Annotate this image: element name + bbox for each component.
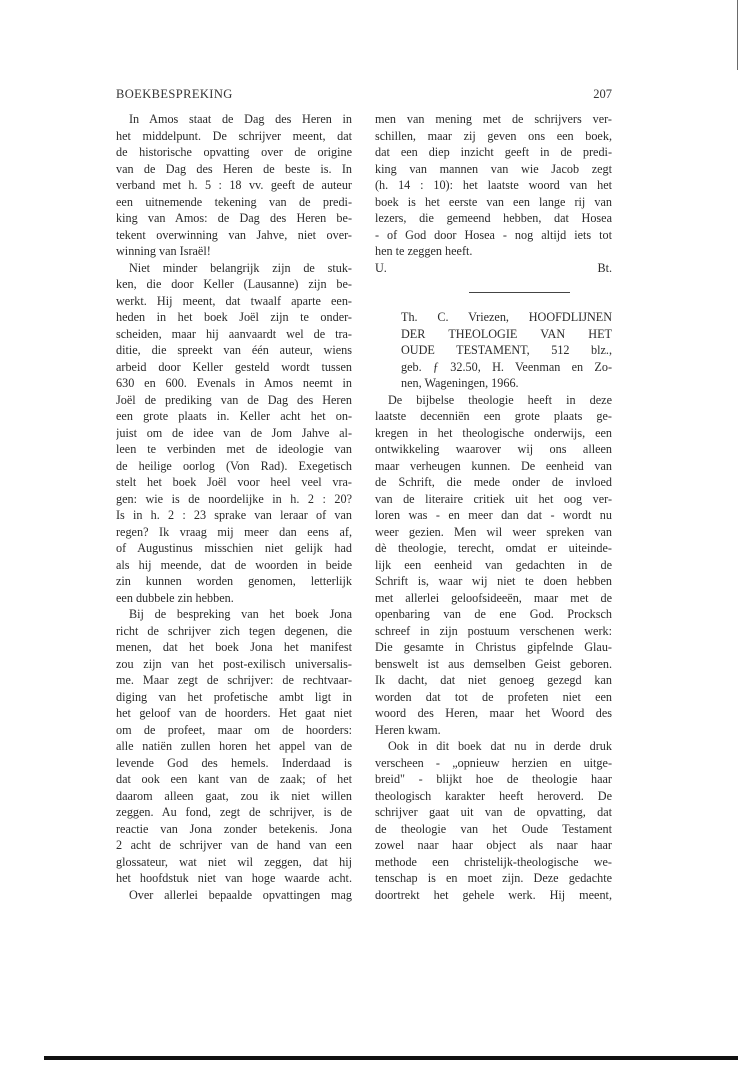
text-line: Heren kwam.	[375, 722, 441, 737]
text-line: ken, die door Keller (Lausanne) zijn be-	[116, 277, 352, 291]
text-line: Ook in dit boek dat nu in derde druk	[388, 739, 612, 753]
text-line: openbaring van de ene God. Procksch	[375, 607, 612, 621]
text-line: - of God door Hosea - nog altijd iets tot	[375, 227, 612, 242]
text-line: of Augustinus misschien niet gelijk had	[116, 541, 352, 555]
section-divider	[469, 292, 570, 293]
text-line: levende God des hemels. Inderdaad is	[116, 755, 352, 770]
text-line: king van Amos: de Dag des Heren be-	[116, 211, 352, 225]
text-line: king van mannen van wie Jacob zegt	[375, 161, 612, 176]
text-line: 630 en 600. Evenals in Amos neemt in	[116, 376, 352, 390]
text-line: daarom alleen gaat, zou ik niet willen	[116, 788, 352, 803]
text-line: Niet minder belangrijk zijn de stuk-	[129, 260, 352, 275]
text-line: dè theologie, terecht, omdat er uiteinde-	[375, 541, 612, 555]
text-line: menen, dat het boek Jona het manifest	[116, 640, 352, 654]
text-line: ontwikkeling waarover wij ons alleen	[375, 442, 612, 456]
book-reference-line: Th. C. Vriezen, HOOFDLIJNEN	[401, 310, 612, 324]
text-line: methode een christelijk-theologische we-	[375, 854, 612, 869]
text-line: zeggen. Au fond, zegt de schrijver, is de	[116, 805, 352, 819]
text-line: worden dat tot de profeten niet een	[375, 689, 612, 704]
page-header	[116, 87, 612, 105]
book-reference-line: OUDE TESTAMENT, 512 blz.,	[401, 343, 612, 357]
book-reference-line: DER THEOLOGIE VAN HET	[401, 326, 612, 341]
text-line: doortrekt het gehele werk. Hij meent,	[375, 887, 612, 902]
text-line: het hoofdstuk niet van hoge waarde acht.	[116, 871, 352, 885]
text-line: In Amos staat de Dag des Heren in	[129, 112, 352, 126]
text-line: loren was - en meer dan dat - wordt nu	[375, 508, 612, 522]
text-line: kregen in het theologische onderwijs, een	[375, 425, 612, 440]
text-line: regen? Ik vraag mij meer dan eens af,	[116, 524, 352, 539]
text-line: dat een diep inzicht geeft in de predi-	[375, 145, 612, 159]
text-line: een uitnemende tekening van de predi-	[116, 194, 352, 209]
text-line: stelt het boek Joël voor heel veel vra-	[116, 475, 352, 489]
text-line: het geloof van de hoorders. Het gaat niet	[116, 706, 352, 720]
text-line: als hij meende, dat de woorden in beide	[116, 557, 352, 572]
text-line: reactie van Jona zonder betekenis. Jona	[116, 821, 352, 836]
text-line: de historische opvatting over de origine	[116, 145, 352, 159]
text-line: een dubbele zin hebben.	[116, 590, 234, 605]
text-line: heden in het boek Joël zijn te onder-	[116, 310, 352, 324]
text-line: lijk een eenheid van gedachten in de	[375, 557, 612, 572]
text-line: tenschap is en moet zijn. Deze gedachte	[375, 871, 612, 885]
text-line: boek is het eerste van een lange rij van	[375, 194, 612, 209]
text-line: De bijbelse theologie heeft in deze	[388, 392, 612, 407]
text-line: Joël de prediking van de Dag des Heren	[116, 392, 352, 407]
review-signoff	[375, 260, 612, 277]
text-line: schrijver gaat uit van de opvatting, dat	[375, 805, 612, 819]
text-line: me. Maar zegt de schrijver: de rechtvaar-	[116, 673, 352, 687]
text-line: Die gesamte in Christus gipfelnde Glau-	[375, 640, 612, 654]
text-line: schreef in zijn postuum verschenen werk:	[375, 623, 612, 638]
text-line: Schrift is, waar wij niet te doen hebben	[375, 574, 612, 588]
text-line: weer gezien. Men wil weer spreken van	[375, 524, 612, 539]
text-line: winning van Israël!	[116, 244, 211, 258]
text-line: het middelpunt. De schrijver meent, dat	[116, 128, 352, 143]
text-line: zowel naar haar object als naar haar	[375, 838, 612, 852]
scan-bottom-edge	[44, 1056, 738, 1060]
text-line: diging van het profetische ambt ligt in	[116, 689, 352, 704]
text-line: dat ook een kant van de zaak; of het	[116, 772, 352, 786]
text-line: scheiden, maar hij aanvaardt wel de tra-	[116, 326, 352, 341]
reviewer-initials: Bt.	[597, 260, 612, 275]
text-line: richt de schrijver zich tegen degenen, die	[116, 623, 352, 638]
text-line: van de literaire critiek uit het oog ver-	[375, 491, 612, 506]
text-line: verscheen - „opnieuw herzien en uitge-	[375, 755, 612, 770]
page-number: 207	[593, 87, 612, 101]
left-column	[116, 111, 352, 903]
text-line: glossateur, wat niet wil zeggen, dat hij	[116, 854, 352, 869]
text-line: breid" - blijkt hoe de theologie haar	[375, 772, 612, 786]
text-line: zou zijn van het post-exilisch universalis-	[116, 656, 352, 671]
text-line: van de Dag des Heren de beste is. In	[116, 161, 352, 176]
signoff-initial: U.	[375, 260, 387, 275]
text-line: gen: wie is de noordelijke in h. 2 : 20?	[116, 491, 352, 506]
text-line: Over allerlei bepaalde opvattingen mag	[129, 887, 352, 902]
text-line: laatste decenniën een grote plaats ge-	[375, 409, 612, 423]
text-line: Bij de bespreking van het boek Jona	[129, 607, 352, 621]
text-line: Ik dacht, dat niet genoeg gezegd kan	[375, 673, 612, 687]
text-line: lezers, die gemeend hebben, dat Hosea	[375, 211, 612, 225]
text-line: de theologie van het Oude Testament	[375, 821, 612, 836]
text-line: maar verheugen kunnen. De eenheid van	[375, 458, 612, 473]
text-line: ditie, die spreekt van één auteur, wiens	[116, 343, 352, 357]
text-line: schillen, maar zij geven ons een boek,	[375, 128, 612, 143]
text-line: arbeid door Keller gesteld wordt tussen	[116, 359, 352, 374]
text-line: benswelt ist aus demselben Geist geboren.	[375, 656, 612, 671]
text-line: om de profeet, maar om de hoorders:	[116, 722, 352, 737]
text-line: met allerlei geloofsideeën, maar met de	[375, 590, 612, 605]
text-line: Is in h. 2 : 23 sprake van leraar of van	[116, 508, 352, 522]
text-line: tekent overwinning van Jahve, niet over-	[116, 227, 352, 242]
text-line: de heilige oorlog (Von Rad). Exegetisch	[116, 458, 352, 473]
text-line: men van mening met de schrijvers ver-	[375, 112, 612, 126]
text-line: theologisch karakter heeft heroverd. De	[375, 788, 612, 803]
book-reference	[375, 309, 612, 392]
text-line: leen te verbinden met de ideologie van	[116, 442, 352, 456]
text-line: 2 acht de schrijver van de hand van een	[116, 838, 352, 852]
running-head: BOEKBESPREKING	[116, 87, 233, 101]
book-reference-line: nen, Wageningen, 1966.	[401, 376, 519, 390]
text-line: woord des Heren, maar het Woord des	[375, 706, 612, 720]
right-column	[375, 111, 612, 903]
text-line: de Schrift, die mede onder de invloed	[375, 475, 612, 489]
text-line: verband met h. 5 : 18 vv. geeft de auteur	[116, 178, 352, 192]
book-reference-line: geb. ƒ 32.50, H. Veenman en Zo-	[401, 359, 612, 374]
text-line: (h. 14 : 10): het laatste woord van het	[375, 178, 612, 192]
text-line: zin kunnen worden genomen, letterlijk	[116, 574, 352, 588]
text-line: een grote plaats in. Keller acht het on-	[116, 409, 352, 423]
text-line: hen te zeggen heeft.	[375, 244, 473, 258]
text-line: alle natiën zullen horen het appel van de	[116, 739, 352, 753]
text-line: juist om de idee van de Jom Jahve al-	[116, 425, 352, 440]
text-line: werkt. Hij meent, dat twaalf aparte een-	[116, 293, 352, 308]
